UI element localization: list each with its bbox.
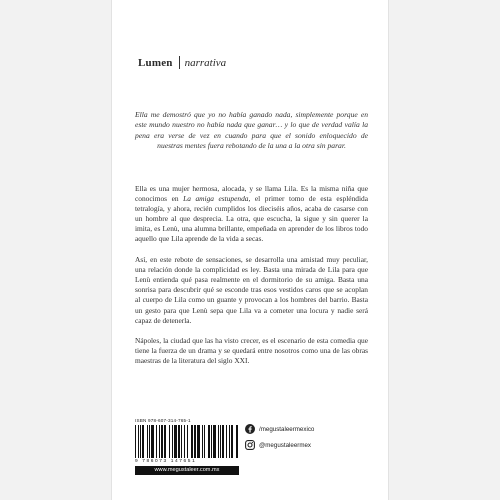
barcode-bar bbox=[208, 425, 210, 458]
instagram-handle: @megustaleermex bbox=[259, 441, 312, 449]
back-cover bbox=[111, 0, 389, 500]
barcode-bar bbox=[213, 425, 216, 458]
barcode-bar bbox=[202, 425, 203, 458]
publisher-brand bbox=[138, 56, 226, 69]
social-links bbox=[245, 423, 314, 455]
isbn-label: ISBN 978-607-314-765-1 bbox=[135, 418, 191, 423]
barcode-bar bbox=[161, 425, 163, 458]
facebook-link[interactable] bbox=[245, 423, 314, 435]
barcode-bar bbox=[149, 425, 150, 458]
barcode-bar bbox=[147, 425, 148, 458]
synopsis-paragraph-1 bbox=[135, 184, 368, 245]
barcode-bar bbox=[181, 425, 182, 458]
website-banner[interactable]: www.megustaleer.com.mx bbox=[135, 466, 239, 475]
p1-text-a: Ella es una mujer hermosa, alocada, y se llama Lila. Es la misma niña que conocimos en bbox=[135, 184, 368, 204]
barcode-bar bbox=[151, 425, 154, 458]
barcode-bar bbox=[135, 425, 136, 458]
barcode-bar bbox=[236, 425, 238, 458]
publisher-logo: Lumen bbox=[138, 56, 173, 69]
barcode-bar bbox=[184, 425, 185, 458]
barcode-bar bbox=[218, 425, 219, 458]
barcode-bar bbox=[138, 425, 139, 458]
barcode-bar bbox=[197, 425, 200, 458]
instagram-link[interactable] bbox=[245, 439, 314, 451]
barcode-bar bbox=[231, 425, 233, 458]
barcode-bar bbox=[187, 425, 188, 458]
barcode-bar bbox=[172, 425, 173, 458]
barcode-bar bbox=[174, 425, 177, 458]
barcode-bar bbox=[226, 425, 227, 458]
barcode-bar bbox=[159, 425, 160, 458]
instagram-icon bbox=[245, 440, 255, 450]
barcode-bar bbox=[211, 425, 212, 458]
barcode-bar bbox=[194, 425, 196, 458]
barcode-bar bbox=[178, 425, 180, 458]
collection-name: narrativa bbox=[184, 56, 227, 69]
barcode-bar bbox=[169, 425, 170, 458]
synopsis-paragraph-3: Nápoles, la ciudad que las ha visto crecer, es el escenario de esta comedia que tiene la fuerza de un drama y se quedará entre nosotros como una de las obras maestras de la literatura del siglo XXI. bbox=[135, 336, 368, 366]
p1-text-b: , el primer tomo de esta espléndida tetralogía, y ahora, recién cumplidos los dieciséis años, acaba de casarse con un hombre al que desprecia. La otra, que escucha, la sigue y sin querer la imita, es Lenù, una alumna brillante, empeñada en aprender de los libros todo aquello que Lila aprende de la vida a secas. bbox=[135, 194, 368, 244]
cover-footer bbox=[135, 418, 368, 478]
isbn-barcode bbox=[135, 425, 239, 458]
facebook-handle: /megustaleermexico bbox=[259, 425, 315, 433]
synopsis bbox=[135, 184, 368, 377]
isbn-digits: 9 786073 147651 bbox=[135, 459, 197, 464]
barcode-bar bbox=[204, 425, 205, 458]
barcode-bar bbox=[229, 425, 230, 458]
barcode-bar bbox=[140, 425, 141, 458]
brand-divider bbox=[179, 56, 180, 69]
barcode-bar bbox=[220, 425, 221, 458]
synopsis-paragraph-2: Así, en este rebote de sensaciones, se desarrolla una amistad muy peculiar, una relación donde la complicidad es ley. Basta una mirada de Lila para que Lenù entienda qué pasa realmente en el dormitorio de su amiga. Basta una sonrisa para descubrir qué se esconde tras esos vestidos caros que se acoplan al cuerpo de Lila como un guante y provocan a los hombres del barrio. Basta un gesto para que Lenù sepa que Lila va a cometer una locura y nadie será capaz de detenerla. bbox=[135, 255, 368, 325]
facebook-icon bbox=[245, 424, 255, 434]
barcode-bar bbox=[164, 425, 166, 458]
barcode-bar bbox=[142, 425, 144, 458]
barcode-bar bbox=[156, 425, 157, 458]
book-title-reference: La amiga estupenda bbox=[183, 194, 249, 204]
barcode-bar bbox=[222, 425, 224, 458]
blurb-quote: Ella me demostró que yo no había ganado nada, simplemente porque en este mundo nuestro no había nada que ganar… y lo que de verdad valía la pena era verse de vez en cuando para que el sonido enloquecido de nuestras mentes fuera rebotando de la una a la otra sin parar. bbox=[135, 110, 368, 150]
barcode-bar bbox=[191, 425, 193, 458]
